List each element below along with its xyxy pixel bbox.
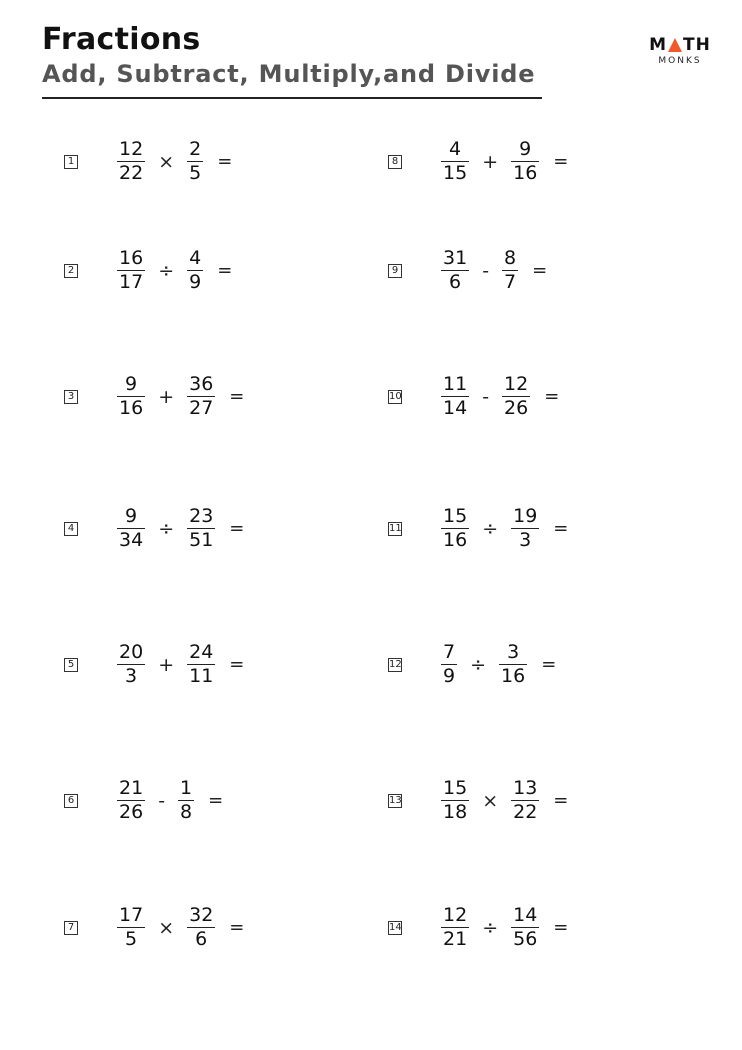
equals-sign: = (217, 151, 233, 173)
denominator: 3 (519, 529, 532, 552)
denominator: 26 (504, 397, 529, 420)
logo-subtext: MONKS (658, 56, 702, 66)
operator: ÷ (158, 259, 175, 282)
fraction-a (117, 139, 145, 184)
numerator: 9 (125, 505, 138, 527)
problem-2 (64, 248, 232, 293)
numerator: 12 (504, 373, 529, 395)
numerator: 14 (513, 904, 538, 926)
numerator: 13 (513, 777, 538, 799)
equals-sign: = (208, 790, 224, 812)
equals-sign: = (229, 654, 245, 676)
numerator: 7 (443, 641, 456, 663)
numerator: 23 (189, 505, 214, 527)
equals-sign: = (553, 917, 569, 939)
numerator: 31 (443, 247, 468, 269)
logo-wordmark (647, 36, 713, 54)
fraction-b (187, 506, 215, 551)
fraction-a (117, 374, 145, 419)
page-title: Fractions (42, 22, 201, 57)
fraction-b (511, 778, 539, 823)
numerator: 24 (189, 641, 214, 663)
denominator: 8 (180, 801, 193, 824)
problem-11 (388, 506, 568, 551)
problem-9 (388, 248, 547, 293)
problem-number: 9 (388, 264, 402, 278)
fraction-a (441, 374, 469, 419)
logo-text-left: M (649, 35, 668, 55)
numerator: 12 (443, 904, 468, 926)
denominator: 6 (449, 271, 462, 294)
page-subtitle: Add, Subtract, Multiply,and Divide (42, 60, 536, 88)
fraction-b (187, 905, 215, 950)
fraction-a (441, 778, 469, 823)
fraction-b (502, 248, 518, 293)
problem-number: 10 (389, 390, 402, 402)
denominator: 15 (443, 162, 468, 185)
operator: - (482, 259, 490, 282)
numerator: 3 (507, 641, 520, 663)
numerator: 32 (189, 904, 214, 926)
fraction-b (511, 139, 539, 184)
problem-10 (388, 374, 559, 419)
numerator: 1 (180, 777, 193, 799)
denominator: 9 (443, 665, 456, 688)
denominator: 22 (119, 162, 144, 185)
numerator: 17 (119, 904, 144, 926)
fraction-b (187, 642, 215, 687)
denominator: 5 (189, 162, 202, 185)
numerator: 19 (513, 505, 538, 527)
fraction-a (441, 905, 469, 950)
operator: - (158, 789, 166, 812)
denominator: 22 (513, 801, 538, 824)
problem-number: 2 (64, 264, 78, 278)
denominator: 11 (189, 665, 214, 688)
problem-number: 4 (64, 522, 78, 536)
problem-number: 3 (64, 390, 78, 404)
fraction-b (178, 778, 194, 823)
problem-number: 13 (389, 794, 402, 806)
numerator: 2 (189, 138, 202, 160)
logo-text-right: TH (683, 35, 711, 55)
equals-sign: = (229, 917, 245, 939)
equals-sign: = (229, 386, 245, 408)
operator: × (158, 150, 175, 173)
numerator: 21 (119, 777, 144, 799)
fraction-a (441, 642, 457, 687)
fraction-a (117, 642, 145, 687)
problem-number: 8 (388, 155, 402, 169)
problem-7 (64, 905, 244, 950)
denominator: 56 (513, 928, 538, 951)
numerator: 8 (504, 247, 517, 269)
denominator: 17 (119, 271, 144, 294)
operator: + (158, 653, 175, 676)
operator: ÷ (158, 517, 175, 540)
denominator: 51 (189, 529, 214, 552)
equals-sign: = (541, 654, 557, 676)
fraction-b (511, 905, 539, 950)
operator: + (158, 385, 175, 408)
fraction-a (117, 506, 145, 551)
denominator: 26 (119, 801, 144, 824)
equals-sign: = (553, 790, 569, 812)
fraction-b (187, 139, 203, 184)
operator: - (482, 385, 490, 408)
fraction-b (187, 248, 203, 293)
denominator: 16 (119, 397, 144, 420)
operator: × (482, 789, 499, 812)
denominator: 9 (189, 271, 202, 294)
operator: ÷ (482, 517, 499, 540)
equals-sign: = (532, 260, 548, 282)
problem-14 (388, 905, 568, 950)
fraction-b (502, 374, 530, 419)
math-monks-logo (647, 36, 713, 66)
denominator: 16 (501, 665, 526, 688)
numerator: 11 (443, 373, 468, 395)
equals-sign: = (544, 386, 560, 408)
fraction-a (117, 778, 145, 823)
problem-number: 11 (389, 522, 402, 534)
denominator: 34 (119, 529, 144, 552)
numerator: 15 (443, 777, 468, 799)
denominator: 18 (443, 801, 468, 824)
fraction-a (117, 905, 145, 950)
fraction-b (511, 506, 539, 551)
equals-sign: = (217, 260, 233, 282)
equals-sign: = (553, 151, 569, 173)
numerator: 12 (119, 138, 144, 160)
problem-6 (64, 778, 223, 823)
denominator: 16 (443, 529, 468, 552)
problem-number: 5 (64, 658, 78, 672)
fraction-a (441, 139, 469, 184)
denominator: 6 (195, 928, 208, 951)
problem-number: 7 (64, 921, 78, 935)
numerator: 15 (443, 505, 468, 527)
numerator: 36 (189, 373, 214, 395)
problem-number: 6 (64, 794, 78, 808)
numerator: 4 (449, 138, 462, 160)
problem-8 (388, 139, 568, 184)
equals-sign: = (553, 518, 569, 540)
fraction-a (117, 248, 145, 293)
denominator: 3 (125, 665, 138, 688)
title-underline (42, 97, 542, 99)
triangle-icon (668, 38, 682, 52)
problem-3 (64, 374, 244, 419)
operator: ÷ (470, 653, 487, 676)
problem-5 (64, 642, 244, 687)
fraction-a (441, 248, 469, 293)
denominator: 27 (189, 397, 214, 420)
operator: + (482, 150, 499, 173)
denominator: 16 (513, 162, 538, 185)
problem-number: 1 (64, 155, 78, 169)
problem-4 (64, 506, 244, 551)
fraction-a (441, 506, 469, 551)
numerator: 9 (519, 138, 532, 160)
equals-sign: = (229, 518, 245, 540)
operator: × (158, 916, 175, 939)
numerator: 9 (125, 373, 138, 395)
denominator: 14 (443, 397, 468, 420)
problem-12 (388, 642, 556, 687)
problem-number: 14 (389, 921, 402, 933)
denominator: 21 (443, 928, 468, 951)
operator: ÷ (482, 916, 499, 939)
numerator: 4 (189, 247, 202, 269)
fraction-b (499, 642, 527, 687)
denominator: 7 (504, 271, 517, 294)
problem-number: 12 (389, 658, 402, 670)
numerator: 20 (119, 641, 144, 663)
denominator: 5 (125, 928, 138, 951)
numerator: 16 (119, 247, 144, 269)
problem-1 (64, 139, 232, 184)
problem-13 (388, 778, 568, 823)
fraction-b (187, 374, 215, 419)
